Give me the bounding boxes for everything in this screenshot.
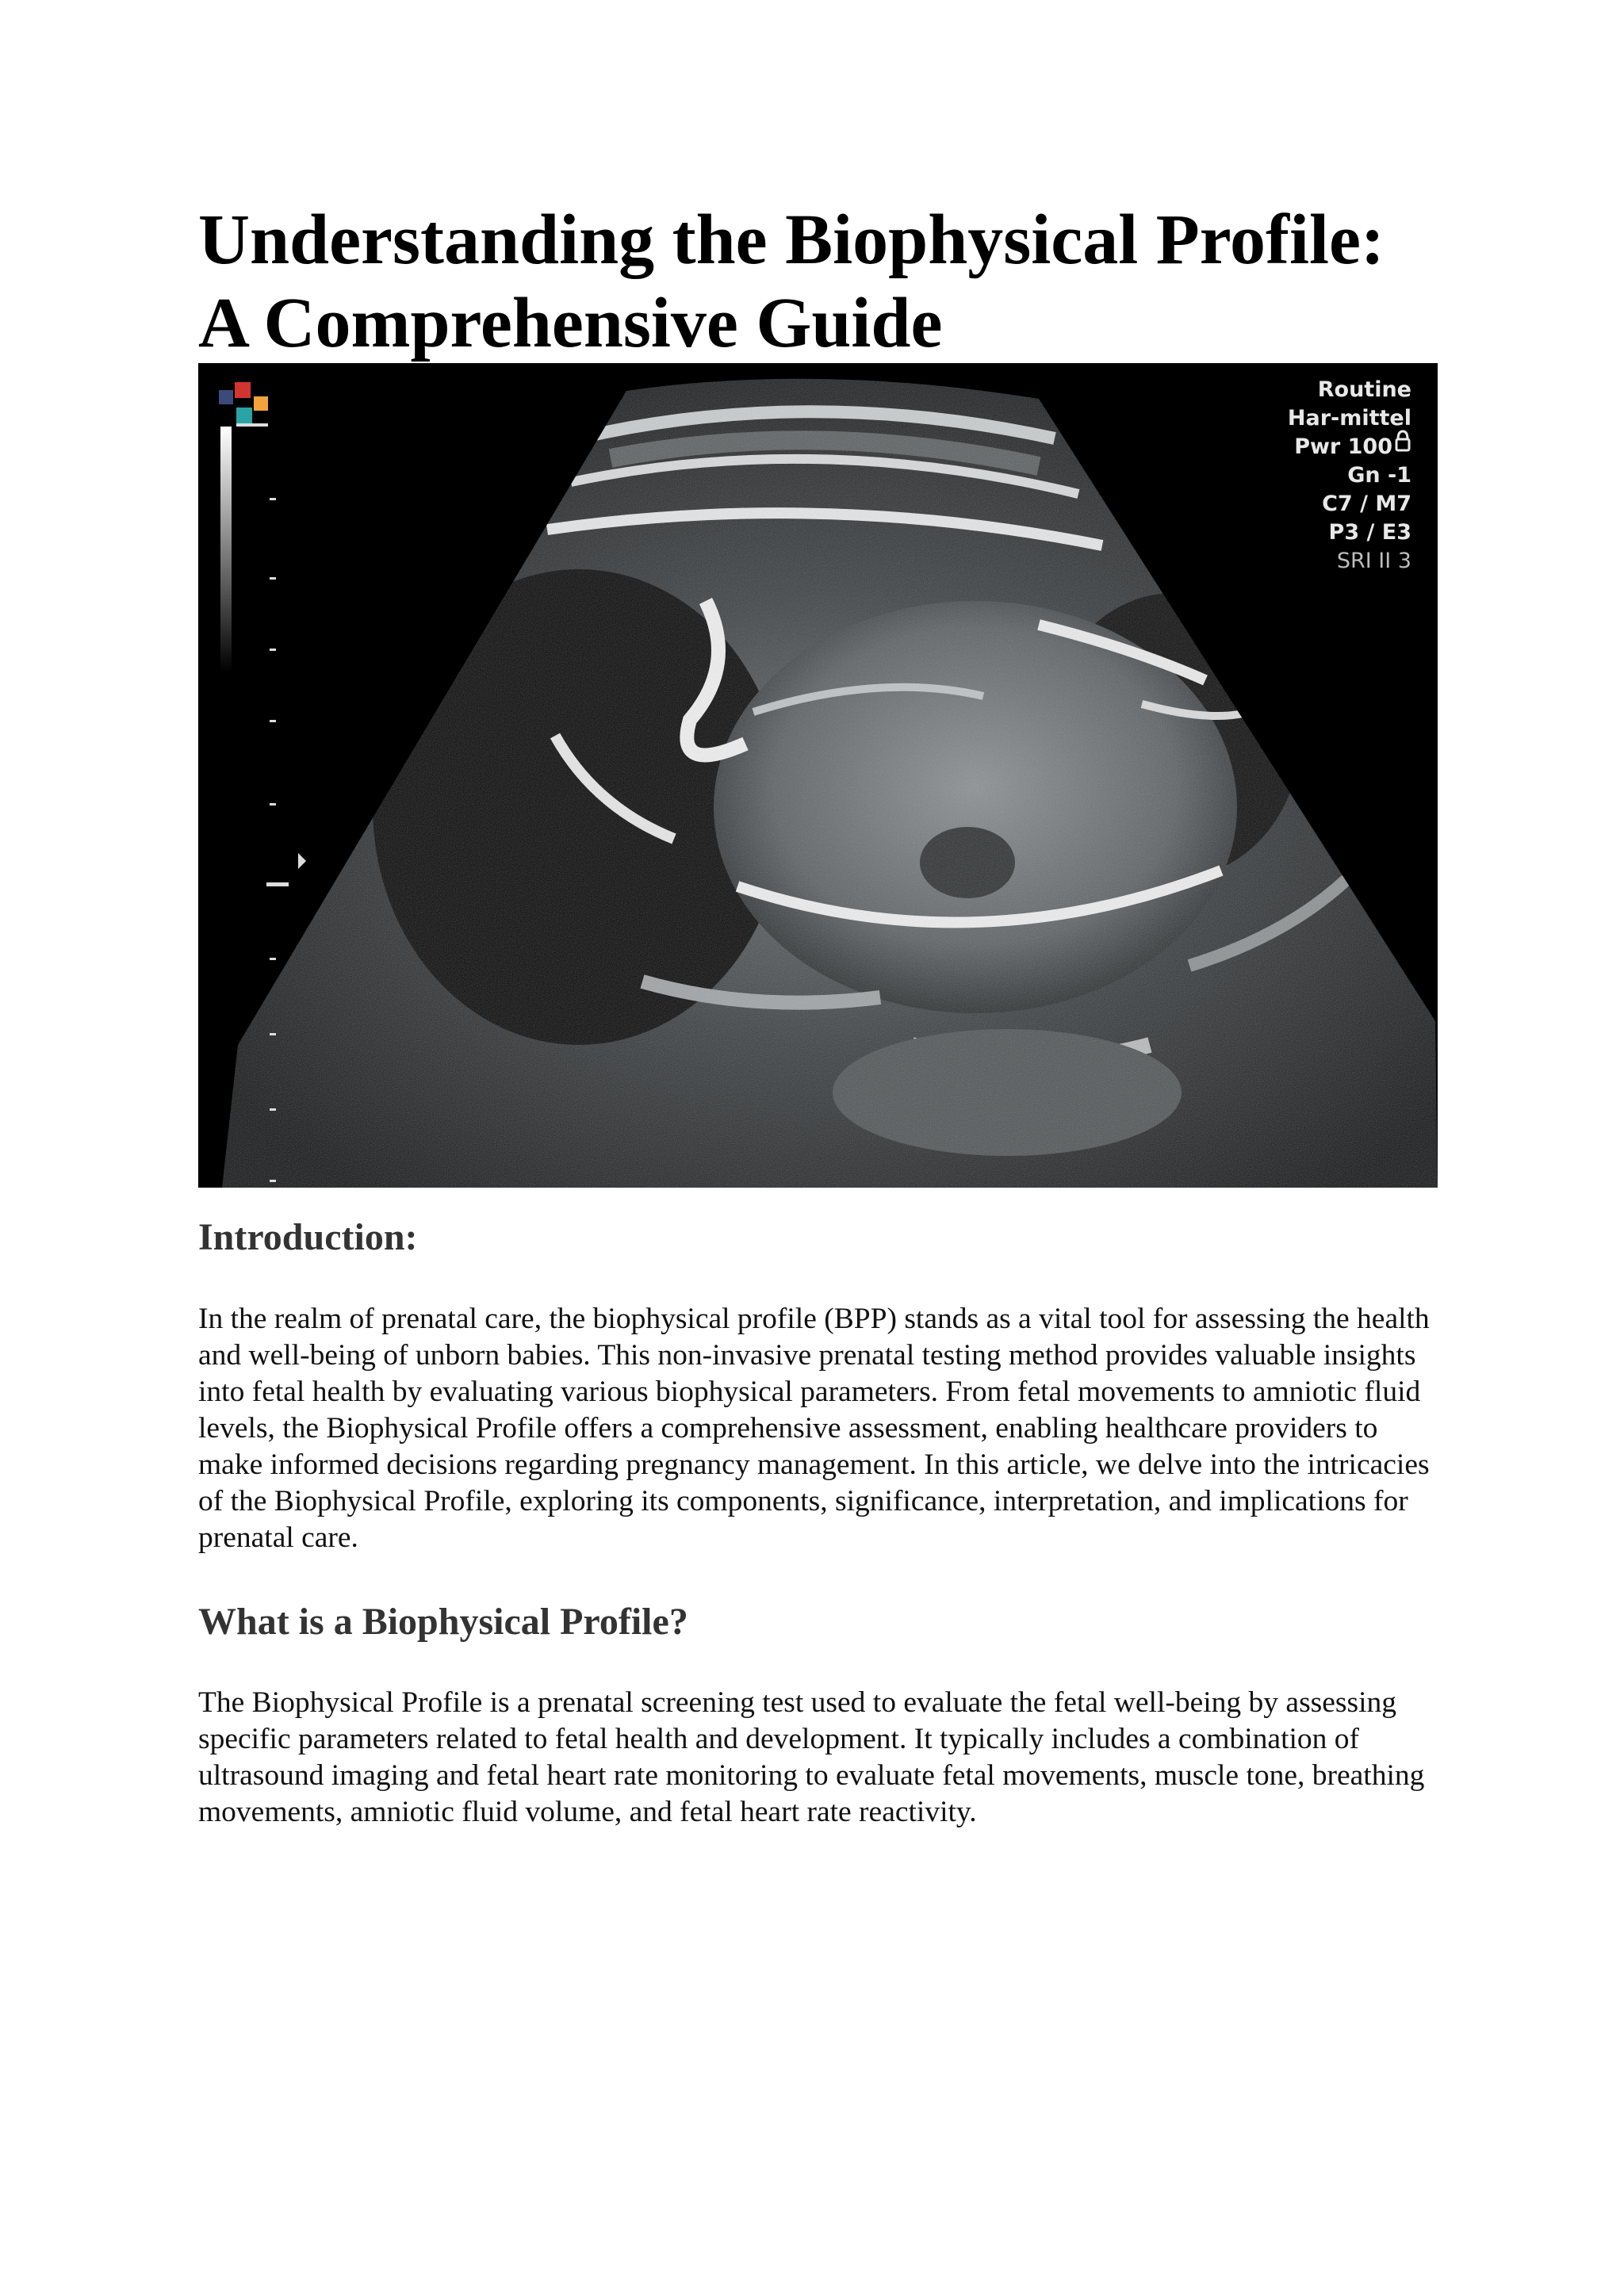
setting-label: Gn -1 xyxy=(1347,463,1411,488)
setting-label: Har-mittel xyxy=(1287,406,1411,430)
setting-label: P3 / E3 xyxy=(1328,520,1411,545)
setting-label: SRI II 3 xyxy=(1336,549,1411,573)
page-title xyxy=(198,198,1435,365)
setting-label: Pwr 100 xyxy=(1294,434,1392,459)
setting-label: Routine xyxy=(1317,377,1411,402)
section-body-introduction: In the realm of prenatal care, the biophysical profile (BPP) stands as a vital tool for assessing the health and well-being of unborn babies. This non-invasive prenatal testing method provides valuable insights into fetal health by evaluating various biophysical parameters. From fetal movements to amniotic fluid levels, the Biophysical Profile offers a comprehensive assessment, enabling healthcare providers to make informed decisions regarding pregnancy management. In this article, we delve into the intricacies of the Biophysical Profile, exploring its components, significance, interpretation, and implications for prenatal care. xyxy=(198,1303,1430,1554)
setting-label: C7 / M7 xyxy=(1322,492,1411,516)
title-line-1: Understanding the Biophysical Profile: xyxy=(198,201,1385,279)
section-heading-introduction: Introduction: xyxy=(198,1216,418,1258)
fetal-ultrasound-image xyxy=(198,363,1438,1188)
section-body-what-is-bpp: The Biophysical Profile is a prenatal screening test used to evaluate the fetal well-being by assessing specific parameters related to fetal health and development. It typically includes a combination of ultrasound imaging and fetal heart rate monitoring to evaluate fetal movements, muscle tone, breathing movements, amniotic fluid volume, and fetal heart rate reactivity. xyxy=(198,1686,1425,1828)
title-line-2: A Comprehensive Guide xyxy=(198,284,943,362)
grayscale-bar xyxy=(220,427,232,672)
section-heading-what-is-bpp: What is a Biophysical Profile? xyxy=(198,1601,688,1643)
